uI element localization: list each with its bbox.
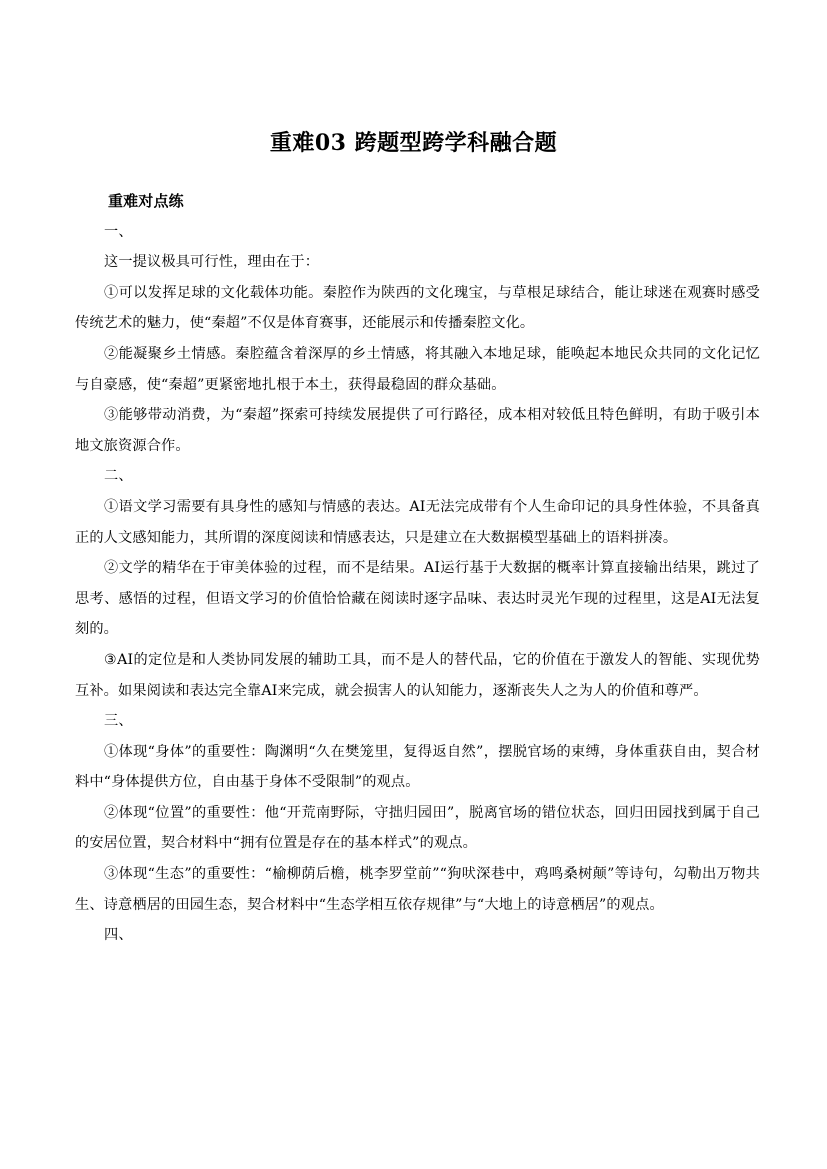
paragraph: ②体现“位置”的重要性：他“开荒南野际，守拙归园田”，脱离官场的错位状态，回归田园找到属于自己的安居位置，契合材料中“拥有位置是存在的基本样式”的观点。 [75, 804, 760, 852]
paragraph: ①体现“身体”的重要性：陶渊明“久在樊笼里，复得返自然”，摆脱官场的束缚，身体重获自由，契合材料中“身体提供方位，自由基于身体不受限制”的观点。 [75, 743, 760, 791]
part-four-label: 四、 [104, 927, 133, 944]
paragraph: ①可以发挥足球的文化载体功能。秦腔作为陕西的文化瑰宝，与草根足球结合，能让球迷在观赛时感受传统艺术的魅力，使“秦超”不仅是体育赛事，还能展示和传播秦腔文化。 [75, 284, 760, 332]
part-two-label: 二、 [104, 468, 133, 485]
part-three-label: 三、 [104, 713, 133, 730]
document-body [75, 186, 760, 951]
paragraph: 这一提议极具可行性，理由在于： [104, 254, 320, 271]
paragraph: ①语文学习需要有具身性的感知与情感的表达。AI无法完成带有个人生命印记的具身性体验，不具备真正的人文感知能力，其所谓的深度阅读和情感表达，只是建立在大数据模型基础上的语料拼凑。 [75, 498, 760, 546]
paragraph: ③AI的定位是和人类协同发展的辅助工具，而不是人的替代品，它的价值在于激发人的智能、实现优势互补。如果阅读和表达完全靠AI来完成，就会损害人的认知能力，逐渐丧失人之为人的价值和尊严。 [75, 651, 760, 699]
page-title: 重难03 跨题型跨学科融合题 [269, 130, 558, 156]
paragraph: ②文学的精华在于审美体验的过程，而不是结果。AI运行基于大数据的概率计算直接输出结果，跳过了思考、感悟的过程，但语文学习的价值恰恰藏在阅读时逐字品味、表达时灵光乍现的过程里，这是AI无法复刻的。 [75, 560, 760, 638]
paragraph: ②能凝聚乡土情感。秦腔蕴含着深厚的乡土情感，将其融入本地足球，能唤起本地民众共同的文化记忆与自豪感，使“秦超”更紧密地扎根于本土，获得最稳固的群众基础。 [75, 345, 760, 393]
section-heading: 重难对点练 [108, 192, 184, 210]
part-one-label: 一、 [104, 223, 133, 240]
paragraph: ③体现“生态”的重要性：“榆柳荫后檐，桃李罗堂前”“狗吠深巷中，鸡鸣桑树颠”等诗句，勾勒出万物共生、诗意栖居的田园生态，契合材料中“生态学相互依存规律”与“大地上的诗意栖居”的观点。 [75, 866, 760, 913]
paragraph: ③能够带动消费，为“秦超”探索可持续发展提供了可行路径，成本相对较低且特色鲜明，有助于吸引本地文旅资源合作。 [75, 407, 760, 454]
